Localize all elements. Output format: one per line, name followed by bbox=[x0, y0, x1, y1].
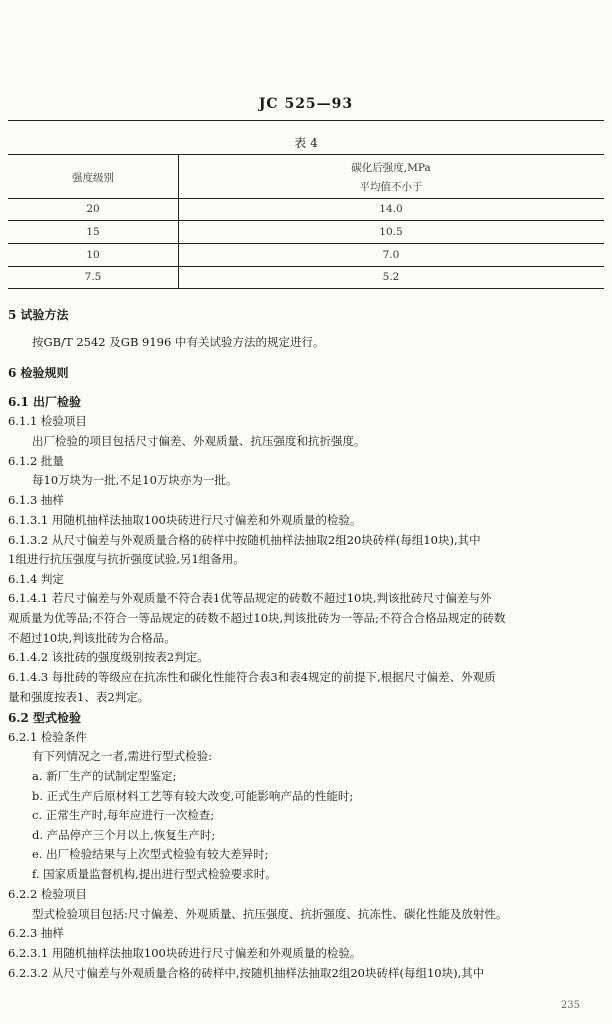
section-heading: 6 检验规则 bbox=[8, 366, 69, 380]
body-line: 6.1.4.3 每批砖的等级应在抗冻性和碳化性能符合表3和表4规定的前提下,根据尺寸偏差、外观质 bbox=[8, 670, 496, 684]
body-line: 6.2.3.2 从尺寸偏差与外观质量合格的砖样中,按随机抽样法抽取2组20块砖样(每组10块),其中 bbox=[8, 966, 485, 980]
section-heading: 5 试验方法 bbox=[8, 308, 69, 322]
table-bottom-rule bbox=[8, 288, 604, 289]
body-line: 6.1.3.1 用随机抽样法抽取100块砖进行尺寸偏差和外观质量的检验。 bbox=[8, 513, 362, 527]
body-line: 观质量为优等品;不符合一等品规定的砖数不超过10块,判该批砖为一等品;不符合合格品规定的砖数 bbox=[8, 611, 506, 625]
table-cell-grade: 15 bbox=[86, 226, 100, 238]
list-item: b. 正式生产后原材料工艺等有较大改变,可能影响产品的性能时; bbox=[32, 789, 354, 803]
table-cell-value: 14.0 bbox=[379, 203, 403, 215]
table-cell-value: 7.0 bbox=[382, 249, 400, 261]
table-row-rule bbox=[8, 243, 604, 244]
body-line: 型式检验项目包括:尺寸偏差、外观质量、抗压强度、抗折强度、抗冻性、碳化性能及放射性。 bbox=[32, 907, 508, 921]
subsection-heading: 6.2.3 抽样 bbox=[8, 926, 64, 940]
list-item: a. 新厂生产的试制定型鉴定; bbox=[32, 769, 177, 783]
body-line: 6.1.4.1 若尺寸偏差与外观质量不符合表1优等品规定的砖数不超过10块,判该批砖尺寸偏差与外 bbox=[8, 591, 492, 605]
body-line: 不超过10块,判该批砖为合格品。 bbox=[8, 631, 176, 645]
body-line: 6.1.4.2 该批砖的强度级别按表2判定。 bbox=[8, 650, 209, 664]
table-cell-value: 5.2 bbox=[382, 271, 400, 283]
table-cell-value: 10.5 bbox=[379, 226, 403, 238]
table-title: 表 4 bbox=[294, 136, 318, 150]
body-line: 每10万块为一批,不足10万块亦为一批。 bbox=[32, 473, 238, 487]
subsection-heading: 6.1.4 判定 bbox=[8, 572, 64, 586]
table-cell-grade: 20 bbox=[86, 203, 100, 215]
page-number: 235 bbox=[560, 1000, 580, 1011]
table-header-strength-sub: 平均值不小于 bbox=[359, 181, 423, 193]
list-item: d. 产品停产三个月以上,恢复生产时; bbox=[32, 828, 216, 842]
body-line: 按GB/T 2542 及GB 9196 中有关试验方法的规定进行。 bbox=[32, 335, 325, 349]
list-item: e. 出厂检验结果与上次型式检验有较大差异时; bbox=[32, 847, 269, 861]
header-rule bbox=[8, 120, 604, 121]
standard-code: JC 525—93 bbox=[258, 96, 354, 112]
body-line: 6.2.3.1 用随机抽样法抽取100块砖进行尺寸偏差和外观质量的检验。 bbox=[8, 946, 362, 960]
list-item: f. 国家质量监督机构,提出进行型式检验要求时。 bbox=[32, 867, 277, 881]
body-line: 量和强度按表1、表2判定。 bbox=[8, 690, 150, 704]
section-heading: 6.1 出厂检验 bbox=[8, 395, 82, 409]
subsection-heading: 6.1.3 抽样 bbox=[8, 493, 64, 507]
table-cell-grade: 10 bbox=[86, 249, 100, 261]
table-cell-grade: 7.5 bbox=[84, 271, 102, 283]
list-item: c. 正常生产时,每年应进行一次检查; bbox=[32, 808, 215, 822]
body-line: 有下列情况之一者,需进行型式检验: bbox=[32, 749, 213, 763]
table-top-rule bbox=[8, 154, 604, 155]
table-header-strength: 碳化后强度,MPa bbox=[351, 162, 431, 174]
subsection-heading: 6.1.1 检验项目 bbox=[8, 414, 87, 428]
table-header-grade: 强度级别 bbox=[72, 172, 114, 184]
table-row-rule bbox=[8, 266, 604, 267]
table-header-rule bbox=[8, 198, 604, 199]
body-line: 6.1.3.2 从尺寸偏差与外观质量合格的砖样中按随机抽样法抽取2组20块砖样(每组10块),其中 bbox=[8, 533, 481, 547]
subsection-heading: 6.1.2 批量 bbox=[8, 454, 64, 468]
body-line: 出厂检验的项目包括尺寸偏差、外观质量、抗压强度和抗折强度。 bbox=[32, 434, 366, 448]
subsection-heading: 6.2.1 检验条件 bbox=[8, 730, 87, 744]
table-row-rule bbox=[8, 220, 604, 221]
subsection-heading: 6.2.2 检验项目 bbox=[8, 887, 87, 901]
body-line: 1组进行抗压强度与抗折强度试验,另1组备用。 bbox=[8, 552, 245, 566]
section-heading: 6.2 型式检验 bbox=[8, 711, 82, 725]
